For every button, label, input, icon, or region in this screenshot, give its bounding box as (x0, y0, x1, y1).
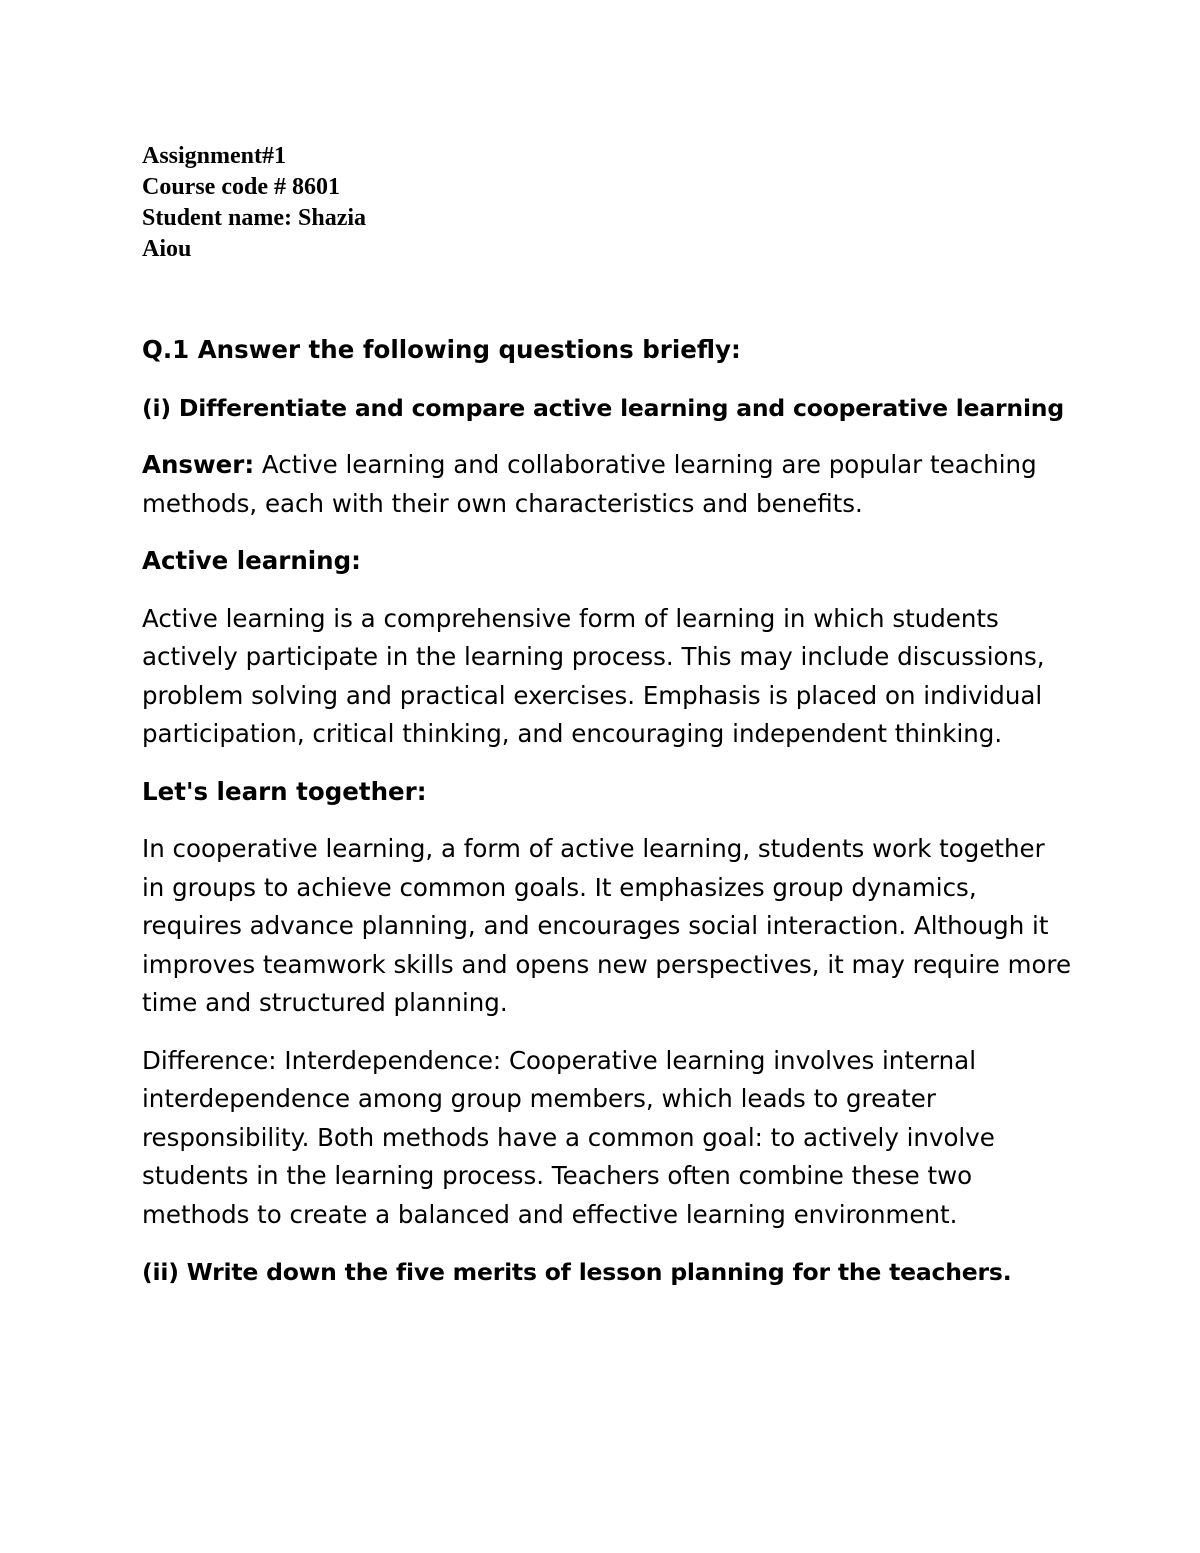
active-learning-paragraph: Active learning is a comprehensive form of learning in which students actively participate in the learning process. This may include discussions, problem solving and practical exercises. Emphasis is placed on individual participation, critical thinking, and encouraging independent thinking. (142, 603, 1045, 748)
difference-paragraph: Difference: Interdependence: Cooperative learning involves internal interdependence among group members, which leads to greater responsibility. Both methods have a common goal: to actively involve students in the learning process. Teachers often combine these two methods to create a balanced and effective learning environment. (142, 1045, 995, 1229)
university-name: Aiou (142, 236, 192, 262)
question-1-heading: Q.1 Answer the following questions briefly: (142, 335, 741, 364)
answer-paragraph (142, 446, 1072, 523)
question-1-i-heading: (i) Differentiate and compare active learning and cooperative learning (142, 393, 1064, 422)
assignment-header (142, 141, 366, 265)
answer-label: Answer: (142, 450, 255, 479)
assignment-title: Assignment#1 (142, 143, 287, 169)
learn-together-paragraph: In cooperative learning, a form of active learning, students work together in groups to achieve common goals. It emphasizes group dynamics, requires advance planning, and encourages social interaction. Although it improves teamwork skills and opens new perspectives, it may require more time and structured planning. (142, 834, 1072, 1017)
active-learning-heading: Active learning: (142, 546, 361, 575)
student-name: Student name: Shazia (142, 205, 367, 231)
course-code: Course code # 8601 (142, 174, 340, 200)
question-1-ii-heading: (ii) Write down the five merits of lesson planning for the teachers. (142, 1258, 1012, 1286)
learn-together-heading: Let's learn together: (142, 776, 427, 806)
document-body (142, 331, 1072, 1292)
answer-text: Active learning and collaborative learning are popular teaching methods, each with their own characteristics and benefits. (142, 450, 1037, 518)
